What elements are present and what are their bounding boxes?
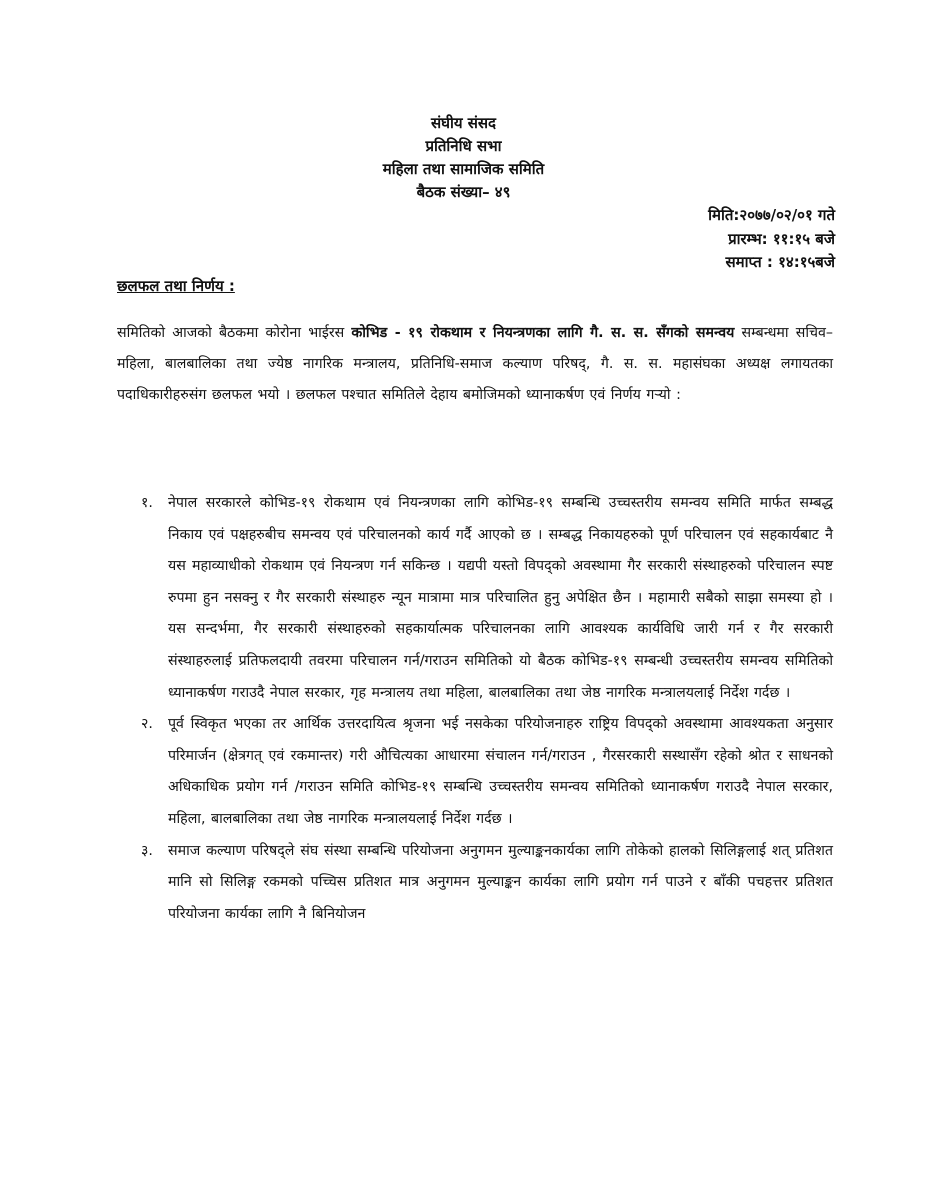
decision-item <box>117 709 833 835</box>
parliament-name: संघीय संसद <box>430 114 497 132</box>
intro-bold-topic: कोभिड - १९ रोकथाम र नियन्त्रणका लागि गै. स. स. सँगको समन्वय <box>351 325 735 341</box>
committee-name: महिला तथा सामाजिक समिति <box>382 160 545 178</box>
meeting-date: मिति:२०७७/०२/०१ गते <box>708 206 835 224</box>
intro-text-end: सम्बन्धमा सचिव–महिला, बालबालिका तथा ज्येष्ठ नागरिक मन्त्रालय, प्रतिनिधि-समाज कल्याण परिषद्, गै. स. स. महासंघका अध्यक्ष लगायतका पदाधिकारीहरुसंग छलफल भयो । छलफल पश्चात समितिले देहाय बमोजिमको ध्यानाकर्षण एवं निर्णय गऱ्यो : <box>117 325 833 403</box>
meeting-end-time: समाप्त : १४:१५बजे <box>725 253 835 271</box>
decision-number: २. <box>141 716 153 733</box>
intro-paragraph <box>117 318 833 411</box>
meeting-start-time: प्रारम्भ: ११:१५ बजे <box>728 229 835 248</box>
meeting-meta <box>708 204 835 275</box>
meeting-number: बैठक संख्या– ४९ <box>416 183 511 201</box>
decision-text: नेपाल सरकारले कोभिड-१९ रोकथाम एवं नियन्त्रणका लागि कोभिड-१९ सम्बन्धि उच्चस्तरीय समन्वय समिति मार्फत सम्बद्ध निकाय एवं पक्षहरुबीच समन्वय एवं परिचालनको कार्य गर्दै आएको छ । सम्बद्ध निकायहरुको पूर्ण परिचालन एवं सहकार्यबाट नै यस महाव्याधीको रोकथाम एवं नियन्त्रण गर्न सकिन्छ । यद्यपी यस्तो विपद्को अवस्थामा गैर सरकारी संस्थाहरुको परिचालन स्पष्ट रुपमा हुन नसक्नु र गैर सरकारी संस्थाहरु न्यून मात्रामा मात्र परिचालित हुनु अपेक्षित छैन । महामारी सबैको साझा समस्या हो । यस सन्दर्भमा, गैर सरकारी संस्थाहरुको सहकार्यात्मक परिचालनका लागि आवश्यक कार्यविधि जारी गर्न र गैर सरकारी संस्थाहरुलाई प्रतिफलदायी तवरमा परिचालन गर्न/गराउन समितिको यो बैठक कोभिड-१९ सम्बन्धी उच्चस्तरीय समन्वय समितिको ध्यानाकर्षण गराउदै नेपाल सरकार, गृह मन्त्रालय तथा महिला, बालबालिका तथा जेष्ठ नागरिक मन्त्रालयलाई निर्देश गर्दछ । <box>168 495 833 701</box>
decision-text: समाज कल्याण परिषद्ले संघ संस्था सम्बन्धि परियोजना अनुगमन मुल्याङ्कनकार्यका लागि तोकेको हालको सिलिङ्गलाई शत् प्रतिशत मानि सो सिलिङ्ग रकमको पच्चिस प्रतिशत मात्र अनुगमन मुल्याङ्कन कार्यका लागि प्रयोग गर्न पाउने र बाँकी पचहत्तर प्रतिशत परियोजना कार्यका लागि नै बिनियोजन <box>168 842 833 922</box>
decision-item <box>117 488 833 709</box>
document-header <box>0 112 927 204</box>
house-name: प्रतिनिधि सभा <box>425 137 502 155</box>
decision-number: १. <box>141 495 153 511</box>
decision-item <box>117 836 833 931</box>
intro-text-start: समितिको आजको बैठकमा कोरोना भाईरस <box>117 325 352 341</box>
decision-text: पूर्व स्विकृत भएका तर आर्थिक उत्तरदायित्व श्रृजना भई नसकेका परियोजनाहरु राष्ट्रिय विपद्को अवस्थामा आवश्यकता अनुसार परिमार्जन (क्षेत्रगत् एवं रकमान्तर) गरी औचित्यका आधारमा संचालन गर्न/गराउन , गैरसरकारी सस्थासँग रहेको श्रोत र साधनको अधिकाधिक प्रयोग गर्न /गराउन समिति कोभिड-१९ सम्बन्धि उच्चस्तरीय समन्वय समितिको ध्यानाकर्षण गराउदै नेपाल सरकार, महिला, बालबालिका तथा जेष्ठ नागरिक मन्त्रालयलाई निर्देश गर्दछ । <box>168 716 833 827</box>
section-title: छलफल तथा निर्णय : <box>117 277 235 295</box>
decision-list <box>117 488 833 930</box>
decision-number: ३. <box>141 842 153 859</box>
